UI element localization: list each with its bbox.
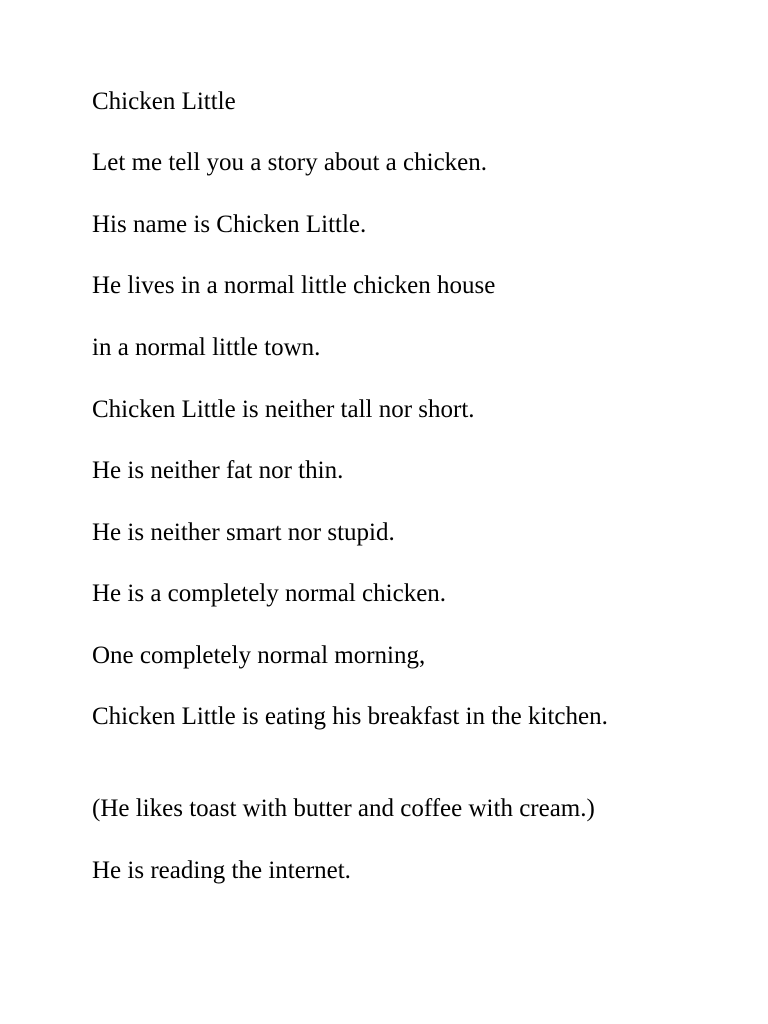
- story-line: He is neither fat nor thin.: [92, 457, 344, 484]
- story-line: He lives in a normal little chicken house: [92, 272, 496, 299]
- story-line: He is a completely normal chicken.: [92, 580, 447, 607]
- story-line: Let me tell you a story about a chicken.: [92, 149, 488, 176]
- story-line: He is reading the internet.: [92, 857, 351, 884]
- document-title: Chicken Little: [92, 88, 236, 115]
- story-line: in a normal little town.: [92, 334, 321, 361]
- story-line: One completely normal morning,: [92, 642, 426, 669]
- story-line: Chicken Little is neither tall nor short.: [92, 396, 475, 423]
- story-line: He is neither smart nor stupid.: [92, 519, 395, 546]
- story-line: His name is Chicken Little.: [92, 211, 367, 238]
- story-line: Chicken Little is eating his breakfast in the kitchen.: [92, 703, 608, 730]
- story-line: (He likes toast with butter and coffee with cream.): [92, 795, 595, 822]
